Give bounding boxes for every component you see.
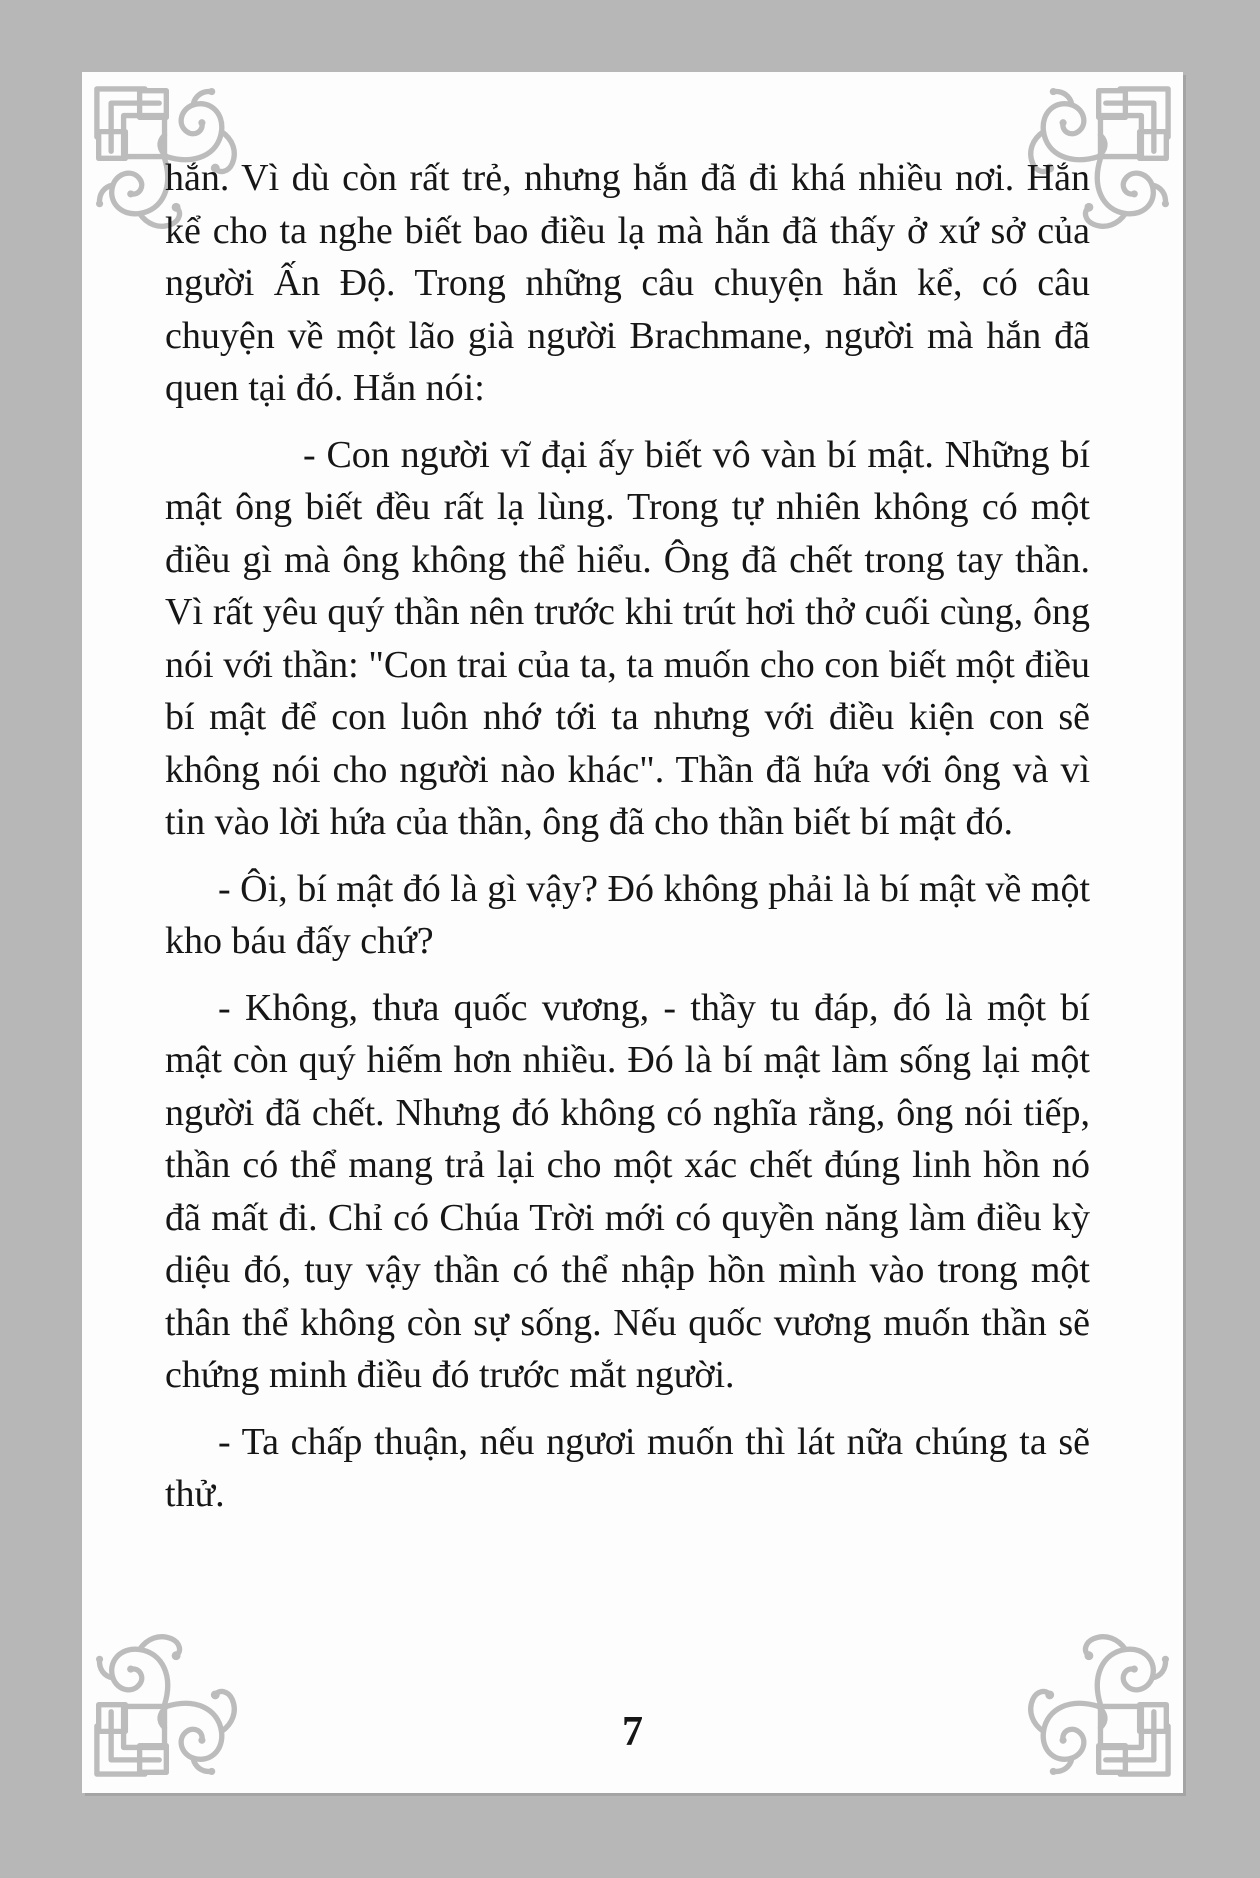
paragraph-dialogue-2: - Ôi, bí mật đó là gì vậy? Đó không phải là bí mật về một kho báu đấy chứ? [165, 867, 1090, 962]
corner-flourish-ornament-bottom-right [999, 1605, 1177, 1783]
corner-flourish-ornament-bottom-left [88, 1605, 266, 1783]
page-text-block [165, 152, 1090, 1521]
page-number: 7 [622, 1709, 643, 1755]
paragraph-dialogue-3: - Không, thưa quốc vương, - thầy tu đáp, đó là một bí mật còn quý hiếm hơn nhiều. Đó là bí mật làm sống lại một người đã chết. Nhưng đó không có nghĩa rằng, ông nói tiếp, thần có thể mang trả lại cho một xác chết đúng linh hồn nó đã mất đi. Chỉ có Chúa Trời mới có quyền năng làm điều kỳ diệu đó, tuy vậy thần có thể nhập hồn mình vào trong một thân thể không còn sự sống. Nếu quốc vương muốn thần sẽ chứng minh điều đó trước mắt người. [165, 986, 1090, 1396]
paragraph-dialogue-1: - Con người vĩ đại ấy biết vô vàn bí mật. Những bí mật ông biết đều rất lạ lùng. Trong tự nhiên không có một điều gì mà ông không thể hiểu. Ông đã chết trong tay thần. Vì rất yêu quý thần nên trước khi trút hơi thở cuối cùng, ông nói với thần: "Con trai của ta, ta muốn cho con biết một điều bí mật để con luôn nhớ tới ta nhưng với điều kiện con sẽ không nói cho người nào khác". Thần đã hứa với ông và vì tin vào lời hứa của thần, ông đã cho thần biết bí mật đó. [165, 433, 1090, 843]
book-page [82, 72, 1183, 1793]
paragraph-dialogue-4: - Ta chấp thuận, nếu ngươi muốn thì lát nữa chúng ta sẽ thử. [165, 1420, 1090, 1515]
paragraph-continuation: hắn. Vì dù còn rất trẻ, nhưng hắn đã đi khá nhiều nơi. Hắn kể cho ta nghe biết bao điều lạ mà hắn đã thấy ở xứ sở của người Ấn Độ. Trong những câu chuyện hắn kể, có câu chuyện về một lão già người Brachmane, người mà hắn đã quen tại đó. Hắn nói: [165, 157, 1090, 409]
